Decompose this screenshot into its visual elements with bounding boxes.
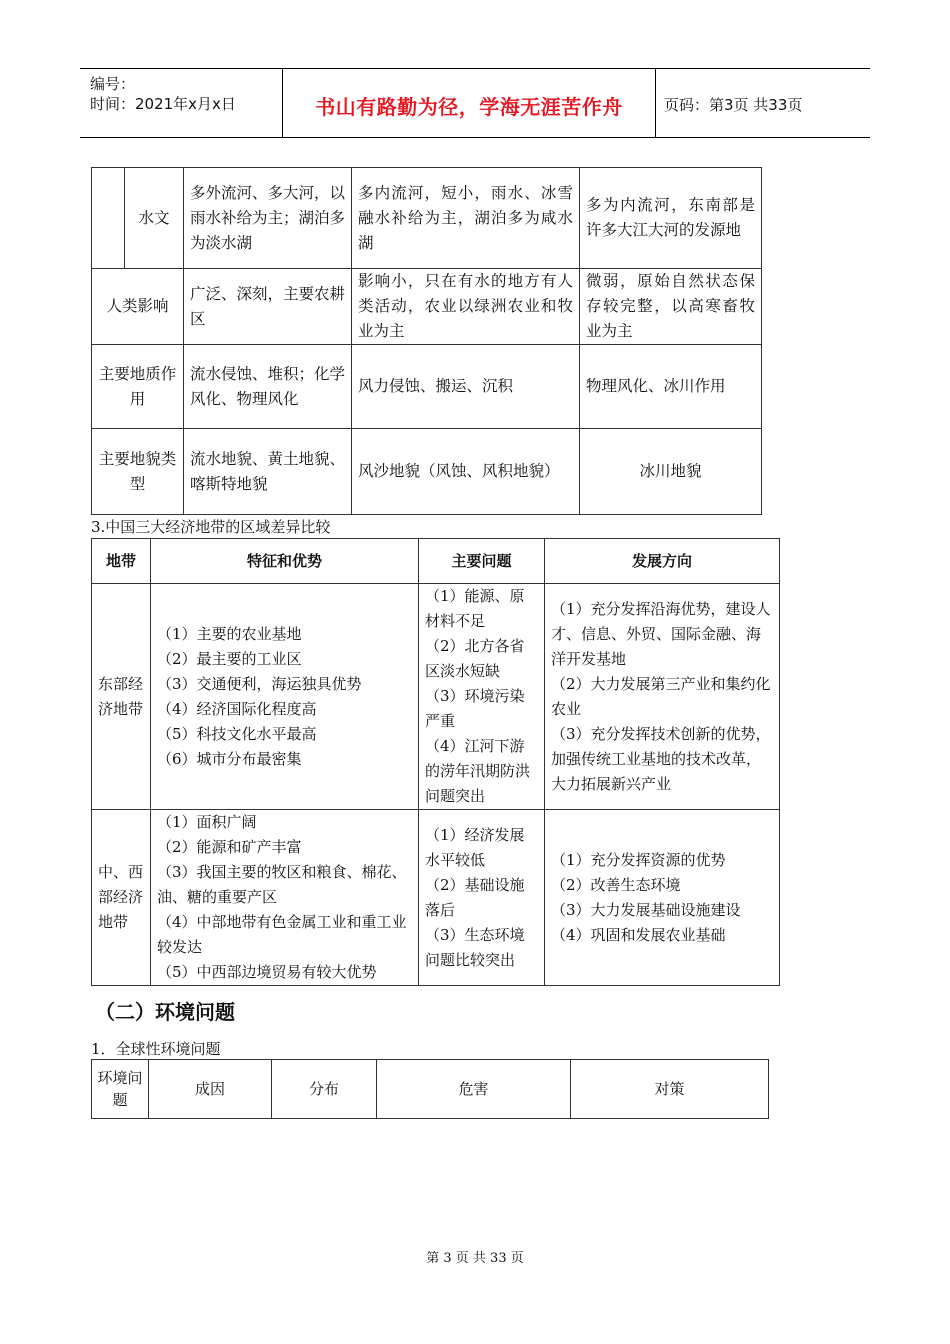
row-label: 水文 [125, 168, 184, 269]
table-row [92, 269, 762, 345]
table-cell: 多内流河，短小，雨水、冰雪融水补给为主，湖泊多为咸水湖 [352, 168, 580, 269]
column-header: 危害 [377, 1060, 571, 1119]
list-item: （2）北方各省区淡水短缺 [425, 637, 525, 680]
list-item: （3）环境污染严重 [425, 687, 525, 730]
table-cell: 影响小，只在有水的地方有人类活动，农业以绿洲农业和牧业为主 [352, 269, 580, 345]
table-cell: 冰川地貌 [580, 429, 762, 515]
list-item: （2）基础设施落后 [425, 875, 525, 919]
column-header: 发展方向 [545, 539, 780, 584]
features-cell [151, 810, 419, 986]
list-item: （5）科技文化水平最高 [157, 724, 317, 743]
list-item: （1）面积广阔 [157, 813, 257, 831]
table-row [92, 584, 780, 810]
list-item: （1）经济发展水平较低 [425, 825, 525, 869]
header-left-cell [80, 69, 283, 137]
problems-cell [419, 584, 545, 810]
table-cell: 流水侵蚀、堆积；化学风化、物理风化 [184, 345, 352, 429]
motto: 书山有路勤为径，学海无涯苦作舟 [315, 95, 623, 119]
row-label: 主要地貌类型 [92, 429, 184, 515]
column-header: 分布 [272, 1060, 377, 1119]
section3-caption: 3.中国三大经济地带的区域差异比较 [91, 518, 331, 536]
list-item: （2）最主要的工业区 [157, 649, 302, 668]
table-row [92, 810, 780, 986]
directions-cell [545, 810, 780, 986]
column-header: 特征和优势 [151, 539, 419, 584]
list-item: （3）我国主要的牧区和粮食、棉花、油、糖的重要产区 [157, 863, 407, 906]
column-header: 环境问题 [92, 1060, 149, 1119]
table-cell: 风力侵蚀、搬运、沉积 [352, 345, 580, 429]
region-comparison-table [91, 167, 762, 515]
list-item: （3）生态环境问题比较突出 [425, 925, 525, 969]
column-header: 对策 [571, 1060, 769, 1119]
list-item: （4）江河下游的涝年汛期防洪问题突出 [425, 737, 531, 805]
section-title: （二）环境问题 [95, 1000, 235, 1024]
list-item: （1）主要的农业基地 [157, 624, 302, 643]
list-item: （1）充分发挥资源的优势 [551, 850, 726, 869]
number-label: 编号： [90, 75, 136, 93]
table-cell: 风沙地貌（风蚀、风积地貌） [352, 429, 580, 515]
table-cell: 微弱，原始自然状态保存较完整，以高寒畜牧业为主 [580, 269, 762, 345]
table-row [92, 429, 762, 515]
page-header [80, 68, 870, 138]
list-item: （4）巩固和发展农业基础 [551, 925, 726, 944]
table-cell: 物理风化、冰川作用 [580, 345, 762, 429]
table-cell: 多为内流河，东南部是许多大江大河的发源地 [580, 168, 762, 269]
row-label: 人类影响 [92, 269, 184, 345]
zone-label: 东部经济地带 [92, 584, 151, 810]
list-item: （1）充分发挥沿海优势，建设人才、信息、外贸、国际金融、海洋开发基地 [551, 599, 771, 668]
environment-issues-table [91, 1059, 769, 1119]
section1-caption: 1．全球性环境问题 [91, 1040, 221, 1058]
list-item: （3）交通便利，海运独具优势 [157, 674, 362, 693]
header-page-cell [656, 69, 870, 137]
header-motto-cell [283, 69, 656, 137]
list-item: （2）大力发展第三产业和集约化农业 [551, 674, 771, 718]
table-row [92, 168, 762, 269]
table-cell: 流水地貌、黄土地貌、喀斯特地貌 [184, 429, 352, 515]
table-cell: 广泛、深刻，主要农耕区 [184, 269, 352, 345]
problems-cell [419, 810, 545, 986]
table-cell: 多外流河、多大河，以雨水补给为主；湖泊多为淡水湖 [184, 168, 352, 269]
economic-zone-table [91, 538, 780, 986]
page-number-label: 页码：第3页 共33页 [664, 96, 803, 114]
list-item: （6）城市分布最密集 [157, 749, 302, 768]
directions-cell [545, 584, 780, 810]
zone-label: 中、西部经济地带 [92, 810, 151, 986]
list-item: （3）大力发展基础设施建设 [551, 900, 741, 919]
list-item: （2）改善生态环境 [551, 875, 681, 894]
column-header: 主要问题 [419, 539, 545, 584]
list-item: （4）中部地带有色金属工业和重工业较发达 [157, 913, 407, 956]
date-label: 时间：2021年x月x日 [90, 95, 236, 113]
column-header: 成因 [149, 1060, 272, 1119]
page-footer: 第 3 页 共 33 页 [426, 1251, 524, 1266]
table-cell-blank [92, 168, 125, 269]
list-item: （2）能源和矿产丰富 [157, 838, 302, 856]
list-item: （4）经济国际化程度高 [157, 699, 317, 718]
list-item: （1）能源、原材料不足 [425, 587, 525, 630]
table-header-row [92, 539, 780, 584]
list-item: （3）充分发挥技术创新的优势，加强传统工业基地的技术改革，大力拓展新兴产业 [551, 724, 771, 793]
column-header: 地带 [92, 539, 151, 584]
table-header-row [92, 1060, 769, 1119]
list-item: （5）中西部边境贸易有较大优势 [157, 963, 377, 981]
table-row [92, 345, 762, 429]
row-label: 主要地质作用 [92, 345, 184, 429]
features-cell [151, 584, 419, 810]
